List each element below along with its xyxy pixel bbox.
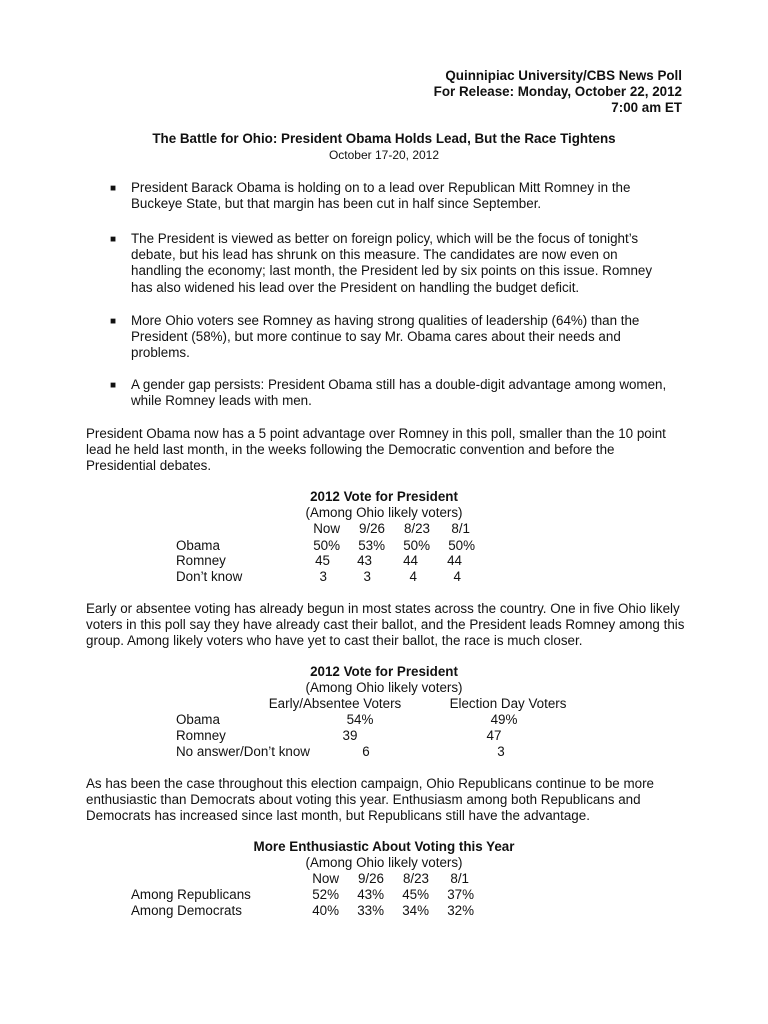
table2-subtitle: (Among Ohio likely voters) <box>305 680 463 695</box>
table2-cell: 6 <box>362 744 370 759</box>
table1-cell: 50% <box>403 538 430 553</box>
release-header <box>434 68 682 116</box>
table1-cell: 3 <box>363 569 371 584</box>
paragraph: As has been the case throughout this election campaign, Ohio Republicans continue to be more enthusiastic than Democrats about voting this year. Enthusiasm among both Republicans and Democrats has increased since last month, but Republicans still have the advantage. <box>86 776 654 824</box>
table3-col-header: 8/23 <box>402 871 429 886</box>
table3-cell: 43% <box>357 887 384 902</box>
table2-row-label: Romney <box>176 728 226 743</box>
table3-cell: 34% <box>402 903 429 918</box>
table3-col-header: 8/1 <box>450 871 469 886</box>
table1-cell: 53% <box>358 538 385 553</box>
table3-title: More Enthusiastic About Voting this Year <box>253 839 515 854</box>
table1-title: 2012 Vote for President <box>310 489 458 504</box>
bullet-marker: ■ <box>110 234 117 245</box>
table3-subtitle: (Among Ohio likely voters) <box>305 855 463 870</box>
poll-source: Quinnipiac University/CBS News Poll <box>445 68 682 83</box>
table1-cell: 45 <box>315 553 330 568</box>
bullet-text: President Barack Obama is holding on to a lead over Republican Mitt Romney in the Buckeye State, but that margin has been cut in half since September. <box>131 180 631 212</box>
page-title: The Battle for Ohio: President Obama Holds Lead, But the Race Tightens <box>152 131 616 146</box>
bullet-text: The President is viewed as better on foreign policy, which will be the focus of tonight’s debate, but his lead has shrunk on this measure. The candidates are now even on handling the economy; last month, the President led by six points on this issue. Romney has also widened his lead over the President on handling the budget deficit. <box>131 231 653 295</box>
table3-cell: 33% <box>357 903 384 918</box>
paragraph: President Obama now has a 5 point advantage over Romney in this poll, smaller than the 10 point lead he held last month, in the weeks following the Democratic convention and before the Presidential debates. <box>86 426 666 474</box>
table2-title: 2012 Vote for President <box>310 664 458 679</box>
release-time: 7:00 am ET <box>611 100 682 115</box>
table1-row-label: Romney <box>176 553 226 568</box>
table2-col-header: Election Day Voters <box>449 696 567 711</box>
bullet-text: More Ohio voters see Romney as having strong qualities of leadership (64%) than the President (58%), but more continue to say Mr. Obama cares about their needs and problems. <box>131 313 640 361</box>
table3-cell: 37% <box>447 887 474 902</box>
table2-cell: 39 <box>342 728 358 743</box>
table2-col-header: Early/Absentee Voters <box>268 696 402 711</box>
table1-row-label: Don’t know <box>176 569 243 584</box>
table2-cell: 54% <box>346 712 374 727</box>
table3-col-header: 9/26 <box>357 871 384 886</box>
table1-cell: 4 <box>409 569 417 584</box>
table1-col-header: Now <box>313 521 340 536</box>
survey-dates: October 17-20, 2012 <box>328 148 440 162</box>
table1-col-header: 8/1 <box>451 521 470 536</box>
table3-cell: 32% <box>447 903 474 918</box>
table2-row-label: No answer/Don’t know <box>176 744 310 759</box>
release-date: For Release: Monday, October 22, 2012 <box>433 84 682 99</box>
paragraph: Early or absentee voting has already begun in most states across the country. One in five Ohio likely voters in this poll say they have already cast their ballot, and the President leads Romney among this group. Among likely voters who have yet to cast their ballot, the race is much closer. <box>86 601 685 649</box>
table3-cell: 40% <box>312 903 339 918</box>
bullet-marker: ■ <box>110 183 117 194</box>
table2-cell: 47 <box>486 728 502 743</box>
table2-row-label: Obama <box>176 712 220 727</box>
table2-cell: 49% <box>490 712 518 727</box>
table1-cell: 3 <box>319 569 327 584</box>
table1-cell: 44 <box>447 553 462 568</box>
table1-col-header: 9/26 <box>358 521 385 536</box>
table1-cell: 50% <box>313 538 340 553</box>
table3-row-label: Among Republicans <box>131 887 251 902</box>
table1-row-label: Obama <box>176 538 220 553</box>
table1-cell: 43 <box>357 553 372 568</box>
table3-col-header: Now <box>312 871 339 886</box>
bullet-marker: ■ <box>110 316 117 327</box>
table3-cell: 45% <box>402 887 429 902</box>
table2-cell: 3 <box>497 744 505 759</box>
table1-cell: 44 <box>403 553 418 568</box>
table1-subtitle: (Among Ohio likely voters) <box>305 505 463 520</box>
table3-cell: 52% <box>312 887 339 902</box>
bullet-marker: ■ <box>110 380 117 391</box>
table3-row-label: Among Democrats <box>131 903 242 918</box>
bullet-text: A gender gap persists: President Obama still has a double-digit advantage among women, while Romney leads with men. <box>131 377 667 409</box>
table1-cell: 50% <box>448 538 475 553</box>
table1-col-header: 8/23 <box>403 521 430 536</box>
table1-cell: 4 <box>453 569 461 584</box>
